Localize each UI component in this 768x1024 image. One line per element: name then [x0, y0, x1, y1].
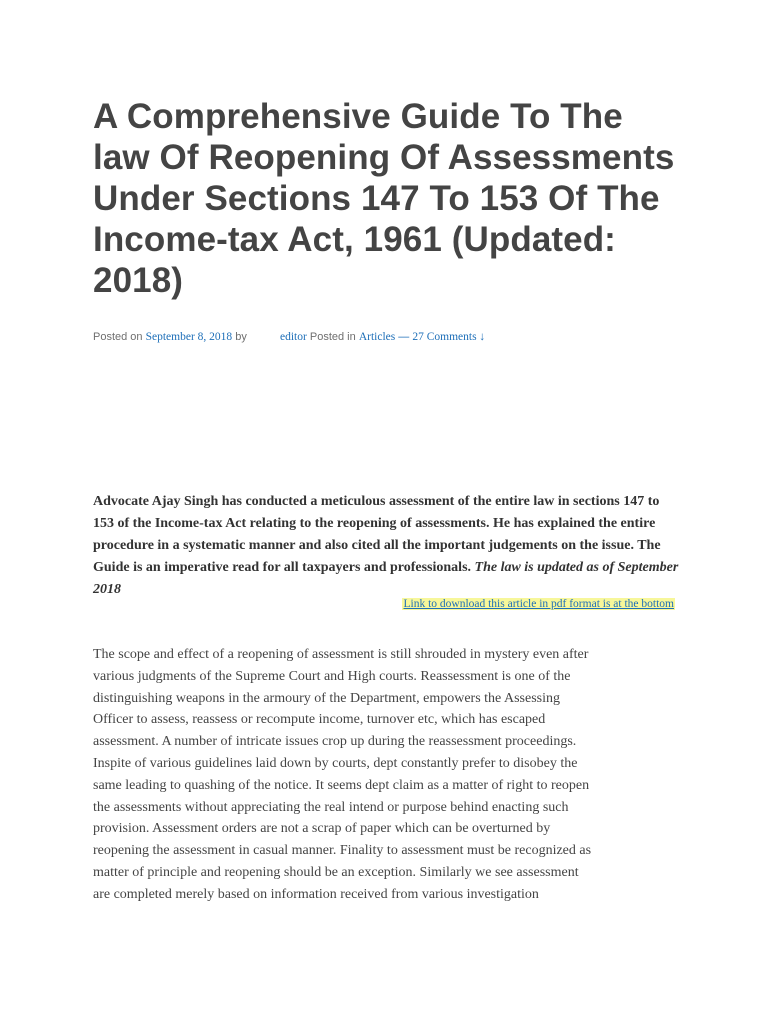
body-line: reopening the assessment in casual manner. Finality to assessment must be recognized as	[93, 843, 592, 859]
posted-on-label: Posted on	[93, 331, 143, 343]
by-label: by	[235, 331, 247, 343]
body-line: provision. Assessment orders are not a scrap of paper which can be overturned by	[93, 821, 551, 837]
article	[93, 96, 683, 902]
body-line: matter of principle and reopening should be an exception. Similarly we see assessment	[93, 864, 579, 880]
article-body	[93, 644, 683, 906]
body-line: The scope and effect of a reopening of assessment is still shrouded in mystery even after	[93, 647, 589, 662]
updated-note: The law is updated as of September 2018	[93, 560, 679, 597]
body-line: Inspite of various guidelines laid down by courts, dept constantly prefer to disobey the	[93, 755, 578, 771]
category-link[interactable]: Articles	[358, 331, 396, 343]
pdf-link-row	[93, 596, 675, 612]
meta-dash: —	[398, 331, 410, 343]
body-line: various judgments of the Supreme Court and High courts. Reassessment is one of the	[93, 668, 571, 684]
author-link[interactable]: editor	[279, 331, 307, 343]
body-line: assessment. A number of intricate issues crop up during the reassessment proceedings.	[93, 734, 577, 750]
body-line: the assessments without appreciating the real intend or purpose behind enacting such	[93, 799, 569, 815]
body-line: same leading to quashing of the notice. It seems dept claim as a matter of right to reopen	[93, 777, 590, 793]
body-line: distinguishing weapons in the armoury of the Department, empowers the Assessing	[93, 690, 560, 706]
body-line: are completed merely based on information received from various investigation	[93, 886, 539, 902]
article-title: A Comprehensive Guide To The law Of Reopening Of Assessments Under Sections 147 To 153 Of The Income-tax Act, 1961 (Updated: 2018)	[93, 97, 675, 300]
intro-text: Advocate Ajay Singh has conducted a meticulous assessment of the entire law in sections 147 to 153 of the Income-tax Act relating to the reopening of assessments. He has explained the entire procedure in a systematic manner and also cited all the important judgements on the issue. The Guide is an imperative read for all taxpayers and professionals.	[93, 494, 661, 575]
post-meta	[93, 330, 683, 344]
article-intro	[93, 491, 683, 612]
comments-link[interactable]: 27 Comments ↓	[412, 331, 486, 343]
pdf-download-link[interactable]: Link to download this article in pdf format is at the bottom	[403, 598, 674, 610]
posted-in-label: Posted in	[309, 331, 356, 343]
body-line: Officer to assess, reassess or recompute income, turnover etc, which has escaped	[93, 712, 546, 728]
post-date-link[interactable]: September 8, 2018	[145, 331, 233, 343]
